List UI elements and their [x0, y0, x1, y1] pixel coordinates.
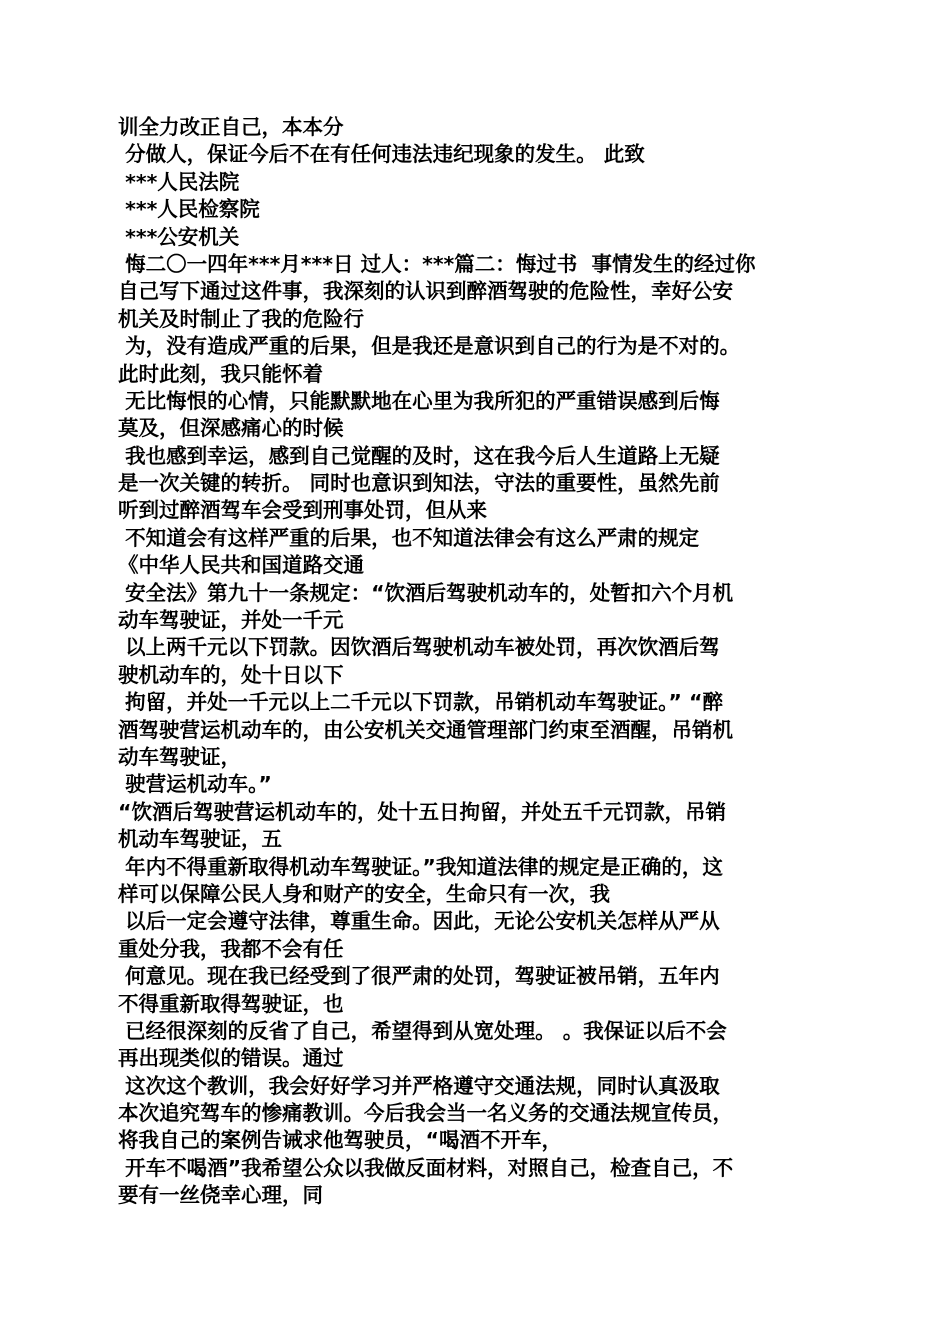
text-line: ***公安机关 [118, 224, 240, 249]
text-line: 莫及，但深感痛心的时候 [118, 416, 344, 441]
text-line: 我也感到幸运，感到自己觉醒的及时，这在我今后人生道路上无疑 [118, 443, 720, 468]
text-line: 不得重新取得驾驶证，也 [118, 991, 344, 1016]
document-body [118, 114, 838, 1210]
text-line: 驶营运机动车。” [118, 772, 272, 797]
text-line: 安全法》第九十一条规定：“饮酒后驾驶机动车的，处暂扣六个月机 [118, 580, 734, 605]
text-line: 机关及时制止了我的危险行 [118, 306, 364, 331]
text-line: 动车驾驶证， [118, 744, 241, 769]
text-line: 不知道会有这样严重的后果，也不知道法律会有这么严肃的规定 [118, 525, 700, 550]
text-line: 酒驾驶营运机动车的，由公安机关交通管理部门约束至酒醒，吊销机 [118, 717, 733, 742]
text-line: 《中华人民共和国道路交通 [118, 553, 364, 578]
text-line: 再出现类似的错误。通过 [118, 1046, 344, 1071]
text-line: 自己写下通过这件事，我深刻的认识到醉酒驾驶的危险性，幸好公安 [118, 279, 733, 304]
text-line: 样可以保障公民人身和财产的安全，生命只有一次，我 [118, 881, 610, 906]
text-line: 何意见。现在我已经受到了很严肃的处罚，驾驶证被吊销，五年内 [118, 964, 720, 989]
text-line: 重处分我，我都不会有任 [118, 936, 344, 961]
text-line: 是一次关键的转折。 同时也意识到知法，守法的重要性，虽然先前 [118, 471, 720, 496]
text-line: 分做人，保证今后不在有任何违法违纪现象的发生。 此致 [118, 142, 645, 167]
text-line: 悔二〇一四年***月***日 过人：***篇二：悔过书 事情发生的经过你 [118, 251, 756, 276]
text-line: 训全力改正自己，本本分 [118, 115, 344, 139]
text-line: 本次追究驾车的惨痛教训。今后我会当一名义务的交通法规宣传员， [118, 1101, 733, 1126]
text-line: 此时此刻，我只能怀着 [118, 361, 323, 386]
text-line: 开车不喝酒”我希望公众以我做反面材料，对照自己，检查自己，不 [118, 1155, 734, 1180]
text-line: “饮酒后驾驶营运机动车的，处十五日拘留，并处五千元罚款，吊销 [118, 799, 726, 824]
text-line: 这次这个教训，我会好好学习并严格遵守交通法规，同时认真汲取 [118, 1073, 720, 1098]
text-line: 要有一丝侥幸心理，同 [118, 1183, 323, 1208]
text-line: 为，没有造成严重的后果，但是我还是意识到自己的行为是不对的。 [118, 334, 741, 359]
text-line: 驶机动车的，处十日以下 [118, 662, 344, 687]
text-line: ***人民法院 [118, 169, 240, 194]
text-line: 已经很深刻的反省了自己，希望得到从宽处理。 。我保证以后不会 [118, 1018, 727, 1043]
text-line: 无比悔恨的心情，只能默默地在心里为我所犯的严重错误感到后悔 [118, 388, 720, 413]
text-line: ***人民检察院 [118, 197, 260, 222]
text-line: 听到过醉酒驾车会受到刑事处罚，但从来 [118, 498, 487, 523]
text-line: 以后一定会遵守法律，尊重生命。因此，无论公安机关怎样从严从 [118, 909, 720, 934]
text-line: 机动车驾驶证，五 [118, 827, 282, 852]
text-line: 以上两千元以下罚款。因饮酒后驾驶机动车被处罚，再次饮酒后驾 [118, 635, 720, 660]
text-line: 动车驾驶证，并处一千元 [118, 608, 344, 633]
text-line: 年内不得重新取得机动车驾驶证。”我知道法律的规定是正确的，这 [118, 854, 723, 879]
text-line: 拘留，并处一千元以上二千元以下罚款，吊销机动车驾驶证。” “醉 [118, 690, 723, 715]
text-line: 将我自己的案例告诫求他驾驶员，“喝酒不开车， [118, 1128, 562, 1153]
